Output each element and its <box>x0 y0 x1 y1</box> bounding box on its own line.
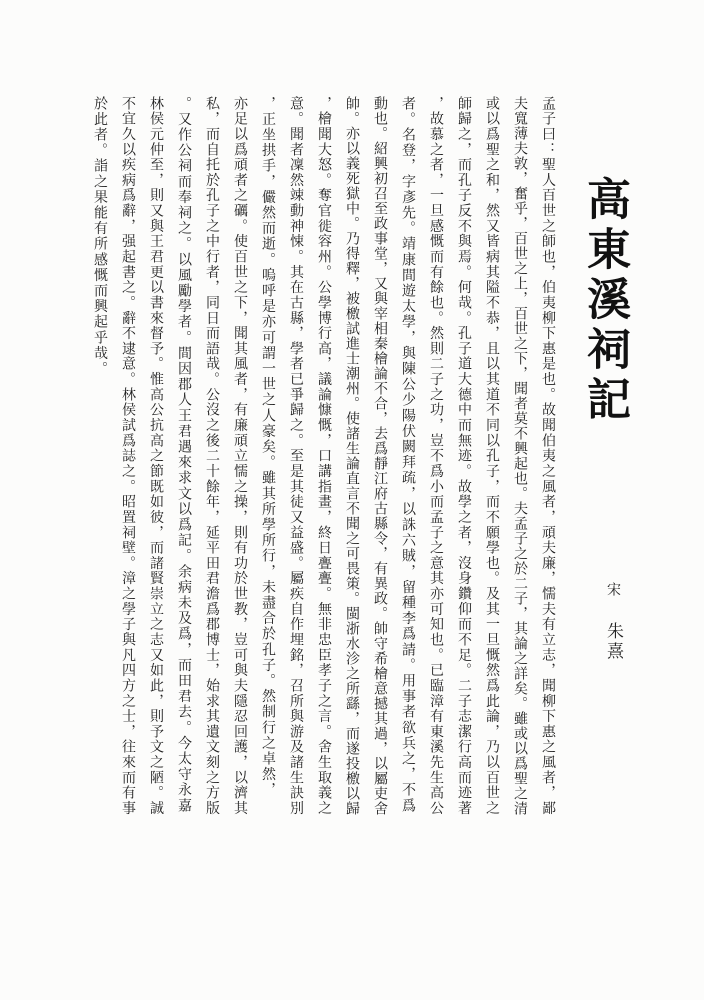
text-column: ，故慕之者，一旦感慨而有餘也。然則二子之功，豈不爲小而孟子之意其亦可知也。已臨漳有東溪先生高公 <box>428 96 444 816</box>
text-column: 亦足以爲頑者之礪。使百世之下，聞其風者，有廉頑立懦之操，則有功於世教，豈可與夫隱忍回護，以濟其 <box>232 96 248 816</box>
text-column: ，正坐拱手，儼然而逝。嗚呼是亦可謂一世之人豪矣。雖其所學所行，未盡合於孔子。然制行之卓然， <box>260 96 276 798</box>
text-column: 或以爲聖之和，然又皆病其隘不恭，且以其道不同以孔子，而不願學也。及其一旦慨然爲此論，乃以百世之 <box>484 96 500 816</box>
text-column: 林侯元仲至，則又與王君更以書來督予。惟高公抗高之節既如彼，而諸賢崇立之志又如此，則予文之陋。誠 <box>148 96 164 816</box>
author-dynasty: 宋 <box>605 582 621 596</box>
text-column: ，檜聞大怒。奪官徙容州。公學博行高，議論慷慨，口講指畫，終日亹亹。無非忠臣孝子之言。舍生取義之 <box>316 96 332 816</box>
text-column: 動也。紹興初召至政事堂，又與宰相秦檜論不合，去爲靜江府古縣令，有異政。帥守希檜意撼其過，以屬吏舍 <box>372 96 388 816</box>
text-column: 私，而自托於孔子之中行者，同日而語哉。公沒之後二十餘年，延平田君澹爲郡博士，始求其遺文刻之方版 <box>204 96 220 816</box>
text-column: 者。名登，字彥先。靖康間遊太學，與陳公少陽伏闕拜疏，以誅六賊，留種李爲請。用事者欲兵之，不爲 <box>400 96 416 814</box>
byline <box>604 582 621 662</box>
text-column: 師歸之，而孔子反不與焉。何哉。孔子道大德中而無迹。故學之者，沒身鑽仰而不足。二子志潔行高而迹著 <box>456 96 472 816</box>
text-column: 於此者。詣之果能有所感慨而興起乎哉。 <box>92 96 108 377</box>
text-column: 帥。亦以義死獄中。乃得釋，被檄試進士潮州。使諸生論直言不聞之可畏策。閩浙水沴之所繇，而遂投檄以歸 <box>344 96 360 816</box>
text-column: 意。聞者凜然竦動神悚。其在古縣，學者已爭歸之。至是其徒又益盛。屬疾自作埋銘，召所與游及諸生訣別 <box>288 96 304 816</box>
text-column: 夫寬薄夫敦，奮乎，百世之上，百世之下，聞者莫不興起也。夫孟子之於二子，其論之詳矣。雖或以爲聖之清 <box>512 96 528 816</box>
author-name: 朱熹 <box>603 622 623 662</box>
text-column: 不宜久以疾病爲辭，强起書之。辭不逮意。林侯試爲誌之。昭置祠壁。漳之學子與凡四方之士，往來而有事 <box>120 96 136 816</box>
text-column: 。又作公祠而奉祠之。以風勵學者。間因郡人王君遇來求文以爲記。余病未及爲，而田君去。今太守永嘉 <box>176 96 192 814</box>
document-title: 高東溪祠記 <box>579 176 630 426</box>
text-column: 孟子曰：聖人百世之師也，伯夷柳下惠是也。故聞伯夷之風者，頑夫廉，懦夫有立志，聞柳下惠之風者，鄙 <box>540 96 556 816</box>
